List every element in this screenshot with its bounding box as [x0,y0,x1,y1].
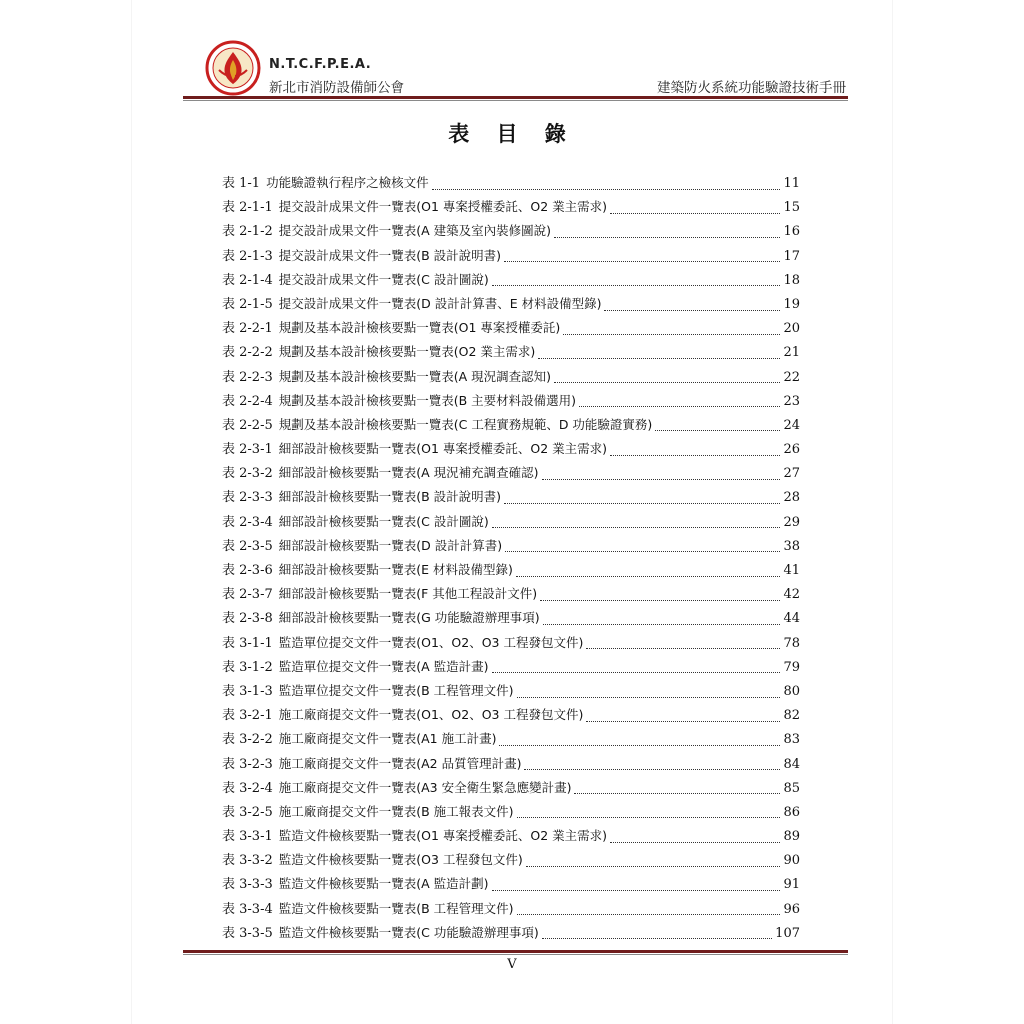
toc-entry-page: 27 [783,466,800,482]
toc-entry-number: 表 3-2-5 [222,804,273,820]
toc-entry-page: 20 [783,321,800,337]
toc-entry[interactable] [222,366,800,390]
toc-entry-page: 107 [775,925,800,941]
toc-entry-page: 42 [783,587,800,603]
toc-entry-title: 監造文件檢核要點一覽表(O1 專案授權委託、O2 業主需求) [278,828,608,844]
toc-entry-title: 監造單位提交文件一覽表(O1、O2、O3 工程發包文件) [278,634,584,650]
toc-entry-page: 26 [783,442,800,458]
toc-leader-dots [586,648,780,649]
toc-entry[interactable] [222,390,800,414]
toc-entry-number: 表 2-1-4 [222,272,273,288]
header-rule-thin [183,100,848,101]
toc-leader-dots [524,769,780,770]
toc-entry-page: 18 [783,272,800,288]
table-of-contents-list [222,172,800,946]
toc-entry-title: 提交設計成果文件一覽表(C 設計圖說) [278,271,489,287]
toc-entry[interactable] [222,245,800,269]
toc-entry[interactable] [222,607,800,631]
toc-entry-number: 表 2-2-1 [222,321,273,337]
toc-leader-dots [538,358,780,359]
toc-entry-page: 11 [783,176,800,191]
toc-entry-title: 監造文件檢核要點一覽表(C 功能驗證辦理事項) [278,924,539,940]
toc-entry-page: 19 [783,296,800,312]
toc-entry[interactable] [222,486,800,510]
toc-entry-page: 28 [783,490,800,506]
toc-entry-number: 表 3-3-5 [222,925,273,941]
toc-entry[interactable] [222,196,800,220]
toc-entry-page: 21 [783,345,800,361]
toc-entry-title: 規劃及基本設計檢核要點一覽表(C 工程實務規範、D 功能驗證實務) [278,416,653,432]
toc-entry-number: 表 2-3-3 [222,490,273,506]
toc-entry-title: 細部設計檢核要點一覽表(F 其他工程設計文件) [278,586,538,602]
toc-entry-number: 表 2-3-6 [222,563,273,578]
toc-entry-title: 監造文件檢核要點一覽表(O3 工程發包文件) [278,852,523,868]
toc-entry-title: 細部設計檢核要點一覽表(D 設計計算書) [278,537,503,553]
toc-entry[interactable] [222,873,800,897]
toc-entry-number: 表 3-2-3 [222,756,273,772]
toc-entry-title: 施工廠商提交文件一覽表(A1 施工計畫) [278,731,497,747]
toc-entry-number: 表 3-3-3 [222,877,273,893]
toc-entry-number: 表 2-3-4 [222,514,273,530]
toc-leader-dots [604,310,780,311]
toc-entry-number: 表 2-3-7 [222,587,273,603]
toc-entry-number: 表 2-3-8 [222,611,273,627]
footer-rule [183,950,848,953]
toc-entry-page: 79 [783,659,800,675]
toc-entry-number: 表 3-3-2 [222,853,273,869]
toc-leader-dots [517,817,781,818]
toc-entry-page: 96 [783,901,800,917]
toc-entry[interactable] [222,632,800,656]
toc-leader-dots [542,479,781,480]
toc-leader-dots [610,842,780,843]
toc-entry-number: 表 2-1-5 [222,296,273,312]
toc-leader-dots [492,890,781,891]
toc-entry-page: 22 [783,369,800,385]
toc-leader-dots [554,237,780,238]
toc-entry-page: 86 [783,804,800,820]
toc-entry[interactable] [222,680,800,704]
header-rule [183,96,848,99]
toc-entry-number: 表 3-2-1 [222,708,273,724]
toc-entry[interactable] [222,753,800,777]
toc-leader-dots [516,576,781,577]
toc-leader-dots [574,793,780,794]
toc-leader-dots [610,455,780,456]
toc-entry-number: 表 3-1-3 [222,683,273,699]
toc-leader-dots [504,261,780,262]
toc-entry-number: 表 3-2-4 [222,780,273,796]
toc-entry-page: 41 [783,563,800,578]
association-logo-icon [205,40,261,96]
toc-leader-dots [554,382,780,383]
toc-entry[interactable] [222,656,800,680]
toc-entry[interactable] [222,172,800,196]
toc-leader-dots [586,721,780,722]
toc-entry-title: 施工廠商提交文件一覽表(A2 品質管理計畫) [278,755,522,771]
toc-leader-dots [563,334,780,335]
toc-entry[interactable] [222,535,800,559]
toc-entry-number: 表 2-2-4 [222,393,273,409]
toc-entry-title: 監造單位提交文件一覽表(A 監造計畫) [278,658,489,674]
toc-entry[interactable] [222,825,800,849]
toc-entry-number: 表 2-3-2 [222,466,273,482]
toc-entry-page: 44 [783,611,800,627]
toc-entry[interactable] [222,341,800,365]
manual-title: 建築防火系統功能驗證技術手冊 [657,80,846,96]
toc-leader-dots [499,745,780,746]
toc-entry-number: 表 3-2-2 [222,732,273,748]
toc-entry-number: 表 3-3-1 [222,829,273,845]
toc-leader-dots [492,527,781,528]
toc-entry-page: 16 [783,224,800,240]
toc-leader-dots [579,406,780,407]
toc-entry-page: 84 [783,756,800,772]
toc-entry-title: 細部設計檢核要點一覽表(E 材料設備型錄) [278,562,513,577]
toc-entry[interactable] [222,438,800,462]
page-title: 表 目 錄 [448,122,576,146]
toc-entry-title: 細部設計檢核要點一覽表(B 設計說明書) [278,489,502,505]
toc-leader-dots [610,213,780,214]
toc-leader-dots [504,503,780,504]
toc-entry-page: 90 [783,853,800,869]
toc-entry-title: 提交設計成果文件一覽表(B 設計說明書) [278,247,502,263]
toc-entry[interactable] [222,849,800,873]
toc-entry-title: 提交設計成果文件一覽表(D 設計計算書、E 材料設備型錄) [278,295,602,311]
toc-entry[interactable] [222,220,800,244]
toc-entry[interactable] [222,511,800,535]
toc-leader-dots [526,866,781,867]
toc-entry-page: 85 [783,780,800,796]
toc-leader-dots [492,285,781,286]
toc-entry-title: 細部設計檢核要點一覽表(G 功能驗證辦理事項) [278,610,540,626]
toc-entry-title: 監造單位提交文件一覽表(B 工程管理文件) [278,682,514,698]
toc-entry-number: 表 2-2-3 [222,369,273,385]
toc-entry-number: 表 2-2-2 [222,345,273,361]
toc-entry-number: 表 2-1-3 [222,248,273,264]
toc-leader-dots [505,551,780,552]
toc-entry-title: 施工廠商提交文件一覽表(A3 安全衛生緊急應變計畫) [278,779,572,795]
toc-entry-number: 表 2-3-1 [222,442,273,458]
toc-entry-number: 表 3-1-2 [222,659,273,675]
toc-entry[interactable] [222,583,800,607]
toc-entry-number: 表 2-1-1 [222,200,273,216]
toc-entry[interactable] [222,728,800,752]
toc-leader-dots [492,672,781,673]
toc-entry[interactable] [222,922,800,946]
toc-entry[interactable] [222,293,800,317]
toc-entry-title: 施工廠商提交文件一覽表(B 施工報表文件) [278,803,514,819]
toc-entry-title: 細部設計檢核要點一覽表(C 設計圖說) [278,513,489,529]
toc-leader-dots [432,189,781,190]
toc-entry-title: 監造文件檢核要點一覽表(A 監造計劃) [278,876,489,892]
toc-entry-page: 38 [783,538,800,554]
toc-entry-page: 91 [783,877,800,893]
toc-entry-title: 規劃及基本設計檢核要點一覽表(B 主要材料設備選用) [278,392,577,408]
toc-entry-title: 功能驗證執行程序之檢核文件 [266,175,429,190]
toc-entry[interactable] [222,898,800,922]
toc-entry[interactable] [222,269,800,293]
page-header [205,40,850,100]
toc-entry-page: 78 [783,635,800,651]
toc-entry-page: 80 [783,683,800,699]
toc-entry-title: 細部設計檢核要點一覽表(A 現況補充調查確認) [278,465,539,481]
toc-entry-title: 監造文件檢核要點一覽表(B 工程管理文件) [278,900,514,916]
toc-entry-page: 82 [783,708,800,724]
toc-entry-title: 細部設計檢核要點一覽表(O1 專案授權委託、O2 業主需求) [278,441,608,457]
toc-leader-dots [543,624,781,625]
toc-entry-page: 24 [783,417,800,433]
toc-entry-page: 23 [783,393,800,409]
toc-entry-number: 表 3-3-4 [222,901,273,917]
toc-entry[interactable] [222,414,800,438]
toc-entry[interactable] [222,704,800,728]
organization-chinese-name: 新北市消防設備師公會 [269,80,404,96]
toc-entry-title: 提交設計成果文件一覽表(A 建築及室內裝修圖說) [278,223,552,239]
toc-leader-dots [540,600,780,601]
toc-entry[interactable] [222,559,800,583]
footer-rule-thin [183,954,848,955]
page-number: V [507,957,517,972]
toc-entry[interactable] [222,777,800,801]
organization-english-name: N.T.C.F.P.E.A. [269,57,372,72]
toc-entry-title: 規劃及基本設計檢核要點一覽表(O1 專案授權委託) [278,320,561,336]
toc-entry-page: 83 [783,732,800,748]
toc-leader-dots [517,697,781,698]
toc-entry-number: 表 3-1-1 [222,635,273,651]
toc-entry[interactable] [222,462,800,486]
toc-entry-title: 提交設計成果文件一覽表(O1 專案授權委託、O2 業主需求) [278,199,608,215]
toc-entry-title: 施工廠商提交文件一覽表(O1、O2、O3 工程發包文件) [278,707,584,723]
toc-entry-page: 89 [783,829,800,845]
toc-entry-page: 17 [783,248,800,264]
toc-entry-title: 規劃及基本設計檢核要點一覽表(O2 業主需求) [278,344,536,360]
toc-entry[interactable] [222,801,800,825]
toc-leader-dots [542,938,772,939]
toc-entry-number: 表 2-3-5 [222,538,273,554]
toc-leader-dots [517,914,781,915]
toc-entry-number: 表 2-2-5 [222,417,273,433]
toc-entry-number: 表 1-1 [222,176,261,191]
toc-entry-page: 15 [783,200,800,216]
toc-entry-number: 表 2-1-2 [222,224,273,240]
toc-entry-title: 規劃及基本設計檢核要點一覽表(A 現況調查認知) [278,368,552,384]
toc-entry-page: 29 [783,514,800,530]
toc-leader-dots [655,430,780,431]
toc-entry[interactable] [222,317,800,341]
